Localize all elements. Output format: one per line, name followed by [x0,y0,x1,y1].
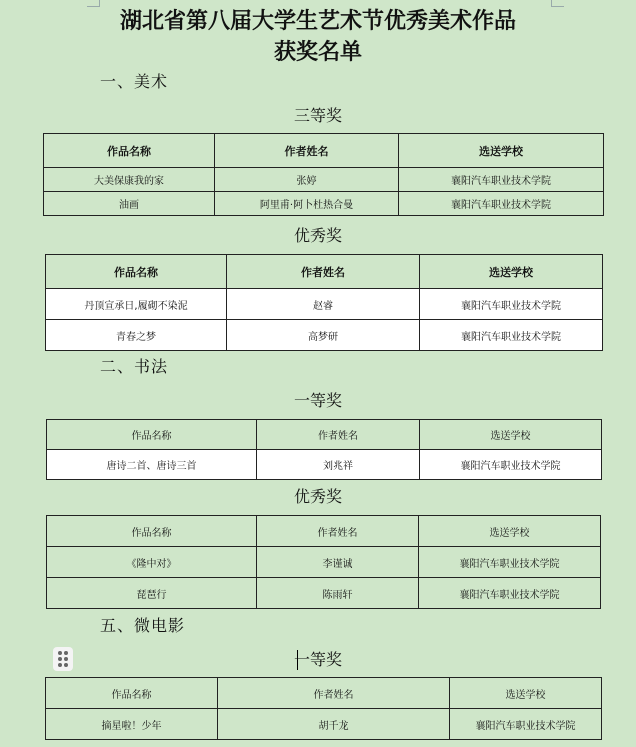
cell-work: 唐诗二首、唐诗三首 [47,450,257,480]
cell-school: 襄阳汽车职业技术学院 [419,547,601,578]
table-row [46,289,603,320]
cell-author: 赵睿 [227,289,420,320]
award-heading-excellence: 优秀奖 [293,226,342,245]
award-heading-first-prize: 一等奖 [293,391,342,410]
column-header-author: 作者姓名 [218,678,450,709]
cell-work: 丹顶宣承日,履砌不染泥 [46,289,227,320]
table-row [44,168,604,192]
award-heading-third-prize: 三等奖 [293,106,342,125]
column-header-work: 作品名称 [44,134,215,168]
cell-school: 襄阳汽车职业技术学院 [399,168,604,192]
award-heading-first-prize: 一等奖 [293,650,342,669]
cell-author: 刘兆祥 [257,450,420,480]
table-row [46,709,602,740]
column-header-work: 作品名称 [47,420,257,450]
cell-work: 摘星啦！少年 [46,709,218,740]
cell-school: 襄阳汽车职业技术学院 [399,192,604,216]
award-table-art-third [43,133,604,216]
column-header-work: 作品名称 [46,255,227,289]
column-header-school: 选送学校 [450,678,602,709]
cell-school: 襄阳汽车职业技术学院 [420,289,603,320]
cell-school: 襄阳汽车职业技术学院 [450,709,602,740]
table-row [47,547,601,578]
table-row [44,192,604,216]
award-table-calligraphy-excellence [46,515,601,609]
section-heading-calligraphy: 二、书法 [100,357,169,376]
award-heading-excellence: 优秀奖 [293,487,342,506]
column-header-author: 作者姓名 [215,134,399,168]
table-header-row [44,134,604,168]
document-title-line-1: 湖北省第八届大学生艺术节优秀美术作品 [119,8,516,34]
column-header-school: 选送学校 [420,255,603,289]
document-title-line-2: 获奖名单 [273,39,362,65]
cell-author: 阿里甫·阿卜杜热合曼 [215,192,399,216]
cell-author: 陈雨轩 [257,578,419,609]
cell-author: 李谨诚 [257,547,419,578]
award-table-micro-film-first [45,677,602,740]
column-header-school: 选送学校 [420,420,602,450]
cell-work: 大美保康我的家 [44,168,215,192]
column-header-school: 选送学校 [419,516,601,547]
table-header-row [46,678,602,709]
section-heading-micro-film: 五、微电影 [100,616,186,635]
cell-author: 张婷 [215,168,399,192]
table-row [46,320,603,351]
cell-work: 琵琶行 [47,578,257,609]
column-header-author: 作者姓名 [257,516,419,547]
table-row [47,450,602,480]
table-header-row [47,516,601,547]
award-table-calligraphy-first [46,419,602,480]
column-header-school: 选送学校 [399,134,604,168]
cell-author: 胡千龙 [218,709,450,740]
column-header-work: 作品名称 [47,516,257,547]
column-header-work: 作品名称 [46,678,218,709]
cell-author: 高梦研 [227,320,420,351]
column-header-author: 作者姓名 [257,420,420,450]
cell-school: 襄阳汽车职业技术学院 [419,578,601,609]
cell-school: 襄阳汽车职业技术学院 [420,450,602,480]
cell-work: 油画 [44,192,215,216]
table-header-row [46,255,603,289]
cell-work: 《隆中对》 [47,547,257,578]
cell-school: 襄阳汽车职业技术学院 [420,320,603,351]
award-table-art-excellence [45,254,603,351]
table-row [47,578,601,609]
cell-work: 青春之梦 [46,320,227,351]
section-heading-fine-art: 一、美术 [100,72,169,91]
column-header-author: 作者姓名 [227,255,420,289]
table-header-row [47,420,602,450]
